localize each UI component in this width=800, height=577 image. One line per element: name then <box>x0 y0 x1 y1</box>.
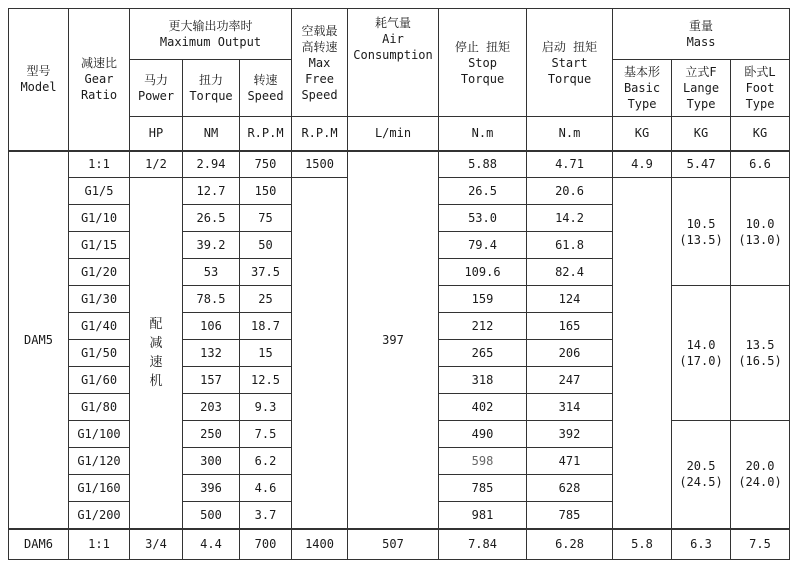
start-cell: 4.71 <box>527 151 613 178</box>
ratio-cell: G1/100 <box>69 421 130 448</box>
stop-cell: 7.84 <box>439 529 527 560</box>
torque-cell: 300 <box>183 448 240 475</box>
hdr-torque: 扭力 Torque <box>183 60 240 117</box>
spec-table <box>8 8 790 560</box>
foot-cell: 7.5 <box>731 529 790 560</box>
ratio-cell: G1/160 <box>69 475 130 502</box>
basic-empty <box>613 178 672 529</box>
start-cell: 785 <box>527 502 613 529</box>
reducer-label: 配 减 速 机 <box>130 178 183 529</box>
torque-cell: 12.7 <box>183 178 240 205</box>
unit-basic: KG <box>613 117 672 151</box>
start-cell: 247 <box>527 367 613 394</box>
unit-power: HP <box>130 117 183 151</box>
start-cell: 14.2 <box>527 205 613 232</box>
hdr-free-speed: 空载最 高转速 Max Free Speed <box>292 9 348 117</box>
speed-cell: 12.5 <box>240 367 292 394</box>
start-cell: 628 <box>527 475 613 502</box>
stop-cell: 981 <box>439 502 527 529</box>
start-cell: 61.8 <box>527 232 613 259</box>
power-cell: 1/2 <box>130 151 183 178</box>
hdr-foot: 卧式L Foot Type <box>731 60 790 117</box>
start-cell: 392 <box>527 421 613 448</box>
stop-cell: 26.5 <box>439 178 527 205</box>
header-row-1 <box>9 9 790 60</box>
torque-cell: 39.2 <box>183 232 240 259</box>
speed-cell: 15 <box>240 340 292 367</box>
torque-cell: 250 <box>183 421 240 448</box>
start-cell: 314 <box>527 394 613 421</box>
torque-cell: 500 <box>183 502 240 529</box>
hdr-power: 马力 Power <box>130 60 183 117</box>
unit-speed: R.P.M <box>240 117 292 151</box>
basic-cell: 4.9 <box>613 151 672 178</box>
ratio-cell: 1:1 <box>69 151 130 178</box>
speed-cell: 7.5 <box>240 421 292 448</box>
ratio-cell: G1/120 <box>69 448 130 475</box>
stop-cell: 79.4 <box>439 232 527 259</box>
torque-cell: 78.5 <box>183 286 240 313</box>
model-dam6: DAM6 <box>9 529 69 560</box>
stop-cell: 785 <box>439 475 527 502</box>
air-dam5: 397 <box>348 151 439 529</box>
flange-cell: 5.47 <box>672 151 731 178</box>
flange-group-3: 20.5 (24.5) <box>672 421 731 529</box>
start-cell: 165 <box>527 313 613 340</box>
stop-cell: 402 <box>439 394 527 421</box>
ratio-cell: G1/80 <box>69 394 130 421</box>
unit-torque: NM <box>183 117 240 151</box>
free-speed-cell: 1400 <box>292 529 348 560</box>
speed-cell: 18.7 <box>240 313 292 340</box>
speed-cell: 700 <box>240 529 292 560</box>
hdr-speed: 转速 Speed <box>240 60 292 117</box>
stop-cell: 109.6 <box>439 259 527 286</box>
start-cell: 124 <box>527 286 613 313</box>
foot-group-1: 10.0 (13.0) <box>731 178 790 286</box>
ratio-cell: G1/50 <box>69 340 130 367</box>
torque-cell: 132 <box>183 340 240 367</box>
ratio-cell: G1/15 <box>69 232 130 259</box>
torque-cell: 106 <box>183 313 240 340</box>
hdr-start-torque: 启动 扭矩 Start Torque <box>527 9 613 117</box>
ratio-cell: G1/40 <box>69 313 130 340</box>
hdr-air: 耗气量 Air Consumption <box>348 9 439 117</box>
flange-group-2: 14.0 (17.0) <box>672 286 731 421</box>
torque-cell: 157 <box>183 367 240 394</box>
ratio-cell: G1/60 <box>69 367 130 394</box>
ratio-cell: G1/200 <box>69 502 130 529</box>
stop-cell: 598 <box>439 448 527 475</box>
hdr-stop-torque: 停止 扭矩 Stop Torque <box>439 9 527 117</box>
stop-cell: 212 <box>439 313 527 340</box>
stop-cell: 159 <box>439 286 527 313</box>
hdr-flange: 立式F Lange Type <box>672 60 731 117</box>
torque-cell: 203 <box>183 394 240 421</box>
speed-cell: 750 <box>240 151 292 178</box>
unit-free-speed: R.P.M <box>292 117 348 151</box>
ratio-cell: 1:1 <box>69 529 130 560</box>
hdr-ratio: 减速比 Gear Ratio <box>69 9 130 151</box>
unit-start: N.m <box>527 117 613 151</box>
speed-cell: 37.5 <box>240 259 292 286</box>
speed-cell: 9.3 <box>240 394 292 421</box>
power-cell: 3/4 <box>130 529 183 560</box>
speed-cell: 6.2 <box>240 448 292 475</box>
torque-cell: 2.94 <box>183 151 240 178</box>
stop-cell: 53.0 <box>439 205 527 232</box>
speed-cell: 50 <box>240 232 292 259</box>
air-cell: 507 <box>348 529 439 560</box>
start-cell: 206 <box>527 340 613 367</box>
unit-stop: N.m <box>439 117 527 151</box>
unit-foot: KG <box>731 117 790 151</box>
foot-group-3: 20.0 (24.0) <box>731 421 790 529</box>
table-row <box>9 151 790 178</box>
ratio-cell: G1/10 <box>69 205 130 232</box>
ratio-cell: G1/5 <box>69 178 130 205</box>
hdr-model: 型号 Model <box>9 9 69 151</box>
start-cell: 471 <box>527 448 613 475</box>
basic-cell: 5.8 <box>613 529 672 560</box>
start-cell: 20.6 <box>527 178 613 205</box>
stop-cell: 5.88 <box>439 151 527 178</box>
torque-cell: 53 <box>183 259 240 286</box>
foot-cell: 6.6 <box>731 151 790 178</box>
foot-group-2: 13.5 (16.5) <box>731 286 790 421</box>
flange-group-1: 10.5 (13.5) <box>672 178 731 286</box>
model-dam5: DAM5 <box>9 151 69 529</box>
speed-cell: 4.6 <box>240 475 292 502</box>
hdr-max-output: 更大输出功率时 Maximum Output <box>130 9 292 60</box>
hdr-mass: 重量 Mass <box>613 9 790 60</box>
torque-cell: 26.5 <box>183 205 240 232</box>
speed-cell: 25 <box>240 286 292 313</box>
stop-cell: 490 <box>439 421 527 448</box>
speed-cell: 75 <box>240 205 292 232</box>
unit-air: L/min <box>348 117 439 151</box>
speed-cell: 3.7 <box>240 502 292 529</box>
speed-cell: 150 <box>240 178 292 205</box>
table-row <box>9 529 790 560</box>
hdr-basic: 基本形 Basic Type <box>613 60 672 117</box>
free-speed-empty <box>292 178 348 529</box>
torque-cell: 396 <box>183 475 240 502</box>
free-speed-cell: 1500 <box>292 151 348 178</box>
flange-cell: 6.3 <box>672 529 731 560</box>
ratio-cell: G1/20 <box>69 259 130 286</box>
start-cell: 82.4 <box>527 259 613 286</box>
unit-flange: KG <box>672 117 731 151</box>
ratio-cell: G1/30 <box>69 286 130 313</box>
torque-cell: 4.4 <box>183 529 240 560</box>
stop-cell: 318 <box>439 367 527 394</box>
start-cell: 6.28 <box>527 529 613 560</box>
stop-cell: 265 <box>439 340 527 367</box>
